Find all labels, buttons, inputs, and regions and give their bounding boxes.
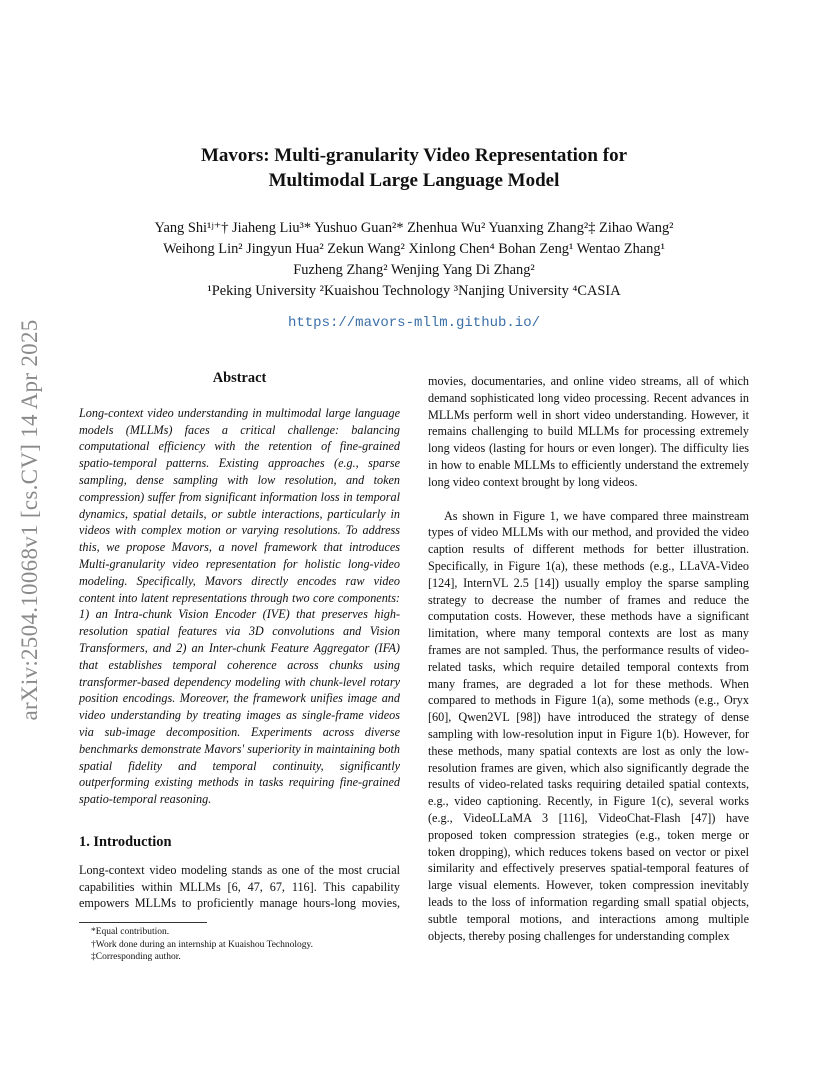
project-url-link[interactable]: https://mavors-mllm.github.io/	[287, 315, 541, 331]
introduction-heading: 1. Introduction	[79, 833, 172, 850]
authors-line-3: Fuzheng Zhang² Wenjing Yang Di Zhang²	[293, 262, 535, 278]
authors-line-1: Yang Shi¹ʲ⁺† Jiaheng Liu³* Yushuo Guan²* Zhenhua Wu² Yuanxing Zhang²‡ Zihao Wang²	[154, 220, 674, 236]
title-line-1: Mavors: Multi-granularity Video Representation for	[200, 145, 628, 166]
affiliations: ¹Peking University ²Kuaishou Technology ³Nanjing University ⁴CASIA	[207, 283, 621, 299]
paper-title	[100, 143, 728, 193]
intro-paragraph-2: As shown in Figure 1, we have compared three mainstream types of video MLLMs with our method, and provided the video caption results of different methods for better illustration. Specifically, in Figure 1(a), these methods (e.g., LLaVA-Video [124], InternVL 2.5 [14]) usually employ the sparse sampling strategy to decrease the number of frames and reduce the computation costs. However, these methods have a significant limitation, where many temporal contexts are lost as many frames are not sampled. Thus, the performance results of video-related tasks, which require detailed temporal contexts from many frames, are degraded a lot for these methods. When compared to methods in Figure 1(a), some methods (e.g., Oryx [60], Qwen2VL [98]) have introduced the strategy of dense sampling with low-resolution input in Figure 1(b). However, for these methods, many spatial contexts are lost as only the low-resolution frames are given, which also significantly degrade the results of video-related tasks requiring detailed spatial contexts, e.g., video captioning. Recently, in Figure 1(c), several works (e.g., VideoLLaMA 3 [116], VideoChat-Flash [47]) have proposed token compression strategies (e.g., token merge or token dropping), which reduces tokens based on vector or pixel similarity and effectively preserves spatial-temporal features of large visual elements. However, token compression inevitably leads to the loss of information regarding small spatial objects, subtle temporal motions, and interactions among multiple objects, thereby posing challenges for understanding complex	[428, 508, 749, 943]
footnote-internship: †Work done during an internship at Kuaishou Technology.	[91, 939, 314, 950]
intro-paragraph-1-continued: movies, documentaries, and online video streams, all of which demand sophisticated long video processing. Recent advances in MLLMs perform well in short video understanding. However, it remains challenging to build MLLMs for processing extremely long videos (lasting for hours or even longer). The difficulty lies in how to enable MLLMs to efficiently understand the extremely long video context brought by long videos.	[428, 374, 749, 489]
footnotes	[79, 922, 400, 964]
author-block	[80, 218, 748, 302]
footnote-rule	[79, 922, 207, 923]
arxiv-side-stamp	[10, 280, 50, 760]
intro-paragraph-1: Long-context video modeling stands as one of the most crucial capabilities within MLLMs [6, 47, 67, 116]. This capability empowers MLLMs to proficiently manage hours-long movies,	[79, 862, 400, 911]
left-column	[79, 370, 400, 912]
arxiv-id-text: arXiv:2504.10068v1 [cs.CV] 14 Apr 2025	[17, 319, 42, 721]
abstract-heading: Abstract	[212, 370, 267, 386]
title-line-2: Multimodal Large Language Model	[268, 170, 560, 191]
authors-line-2: Weihong Lin² Jingyun Hua² Zekun Wang² Xinlong Chen⁴ Bohan Zeng¹ Wentao Zhang¹	[163, 241, 665, 257]
right-column	[428, 373, 749, 944]
footnote-corresponding-author: ‡Corresponding author.	[91, 952, 181, 962]
footnote-equal-contribution: *Equal contribution.	[91, 927, 170, 937]
abstract-text: Long-context video understanding in multimodal large language models (MLLMs) faces a critical challenge: balancing computational efficiency with the retention of fine-grained spatio-temporal patterns. Existing approaches (e.g., sparse sampling, dense sampling with low resolution, and token compression) suffer from significant information loss in temporal dynamics, spatial details, or subtle interactions, particularly in videos with complex motion or varying resolutions. To address this, we propose Mavors, a novel framework that introduces Multi-granularity video representation for holistic long-video modeling. Specifically, Mavors directly encodes raw video content into latent representations through two core components: 1) an Intra-chunk Vision Encoder (IVE) that preserves high-resolution spatial features via 3D convolutions and Vision Transformers, and 2) an Inter-chunk Feature Aggregator (IFA) that establishes temporal coherence across chunks using transformer-based dependency modeling with chunk-level rotary position encodings. Moreover, the framework unifies image and video understanding by treating images as single-frame videos via sub-image decomposition. Experiments across diverse benchmarks demonstrate Mavors' superiority in maintaining both spatial fidelity and temporal continuity, significantly outperforming existing methods in tasks requiring fine-grained spatio-temporal reasoning.	[79, 405, 400, 807]
